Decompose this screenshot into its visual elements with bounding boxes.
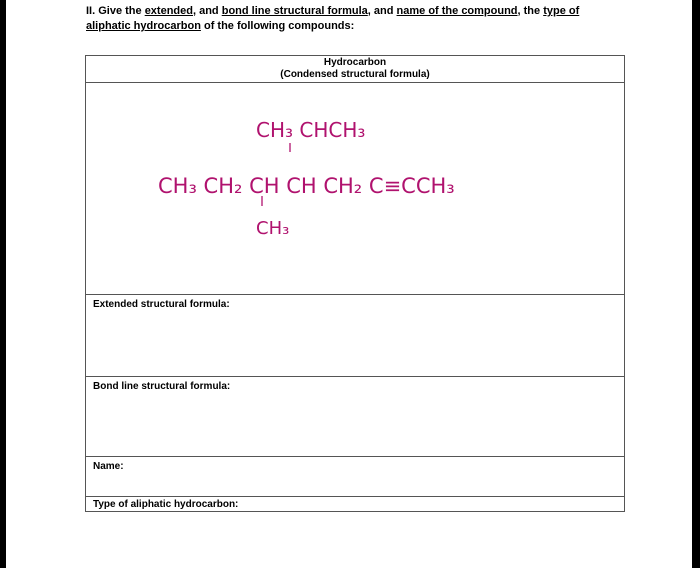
right-edge-bar (692, 0, 700, 568)
extended-formula-cell (86, 295, 624, 377)
instructions-comma: , the (517, 5, 544, 17)
instructions-type: type of aliphatic hydrocarbon (86, 5, 580, 32)
instructions-extended: extended (144, 5, 193, 17)
type-label: Type of aliphatic hydrocarbon: (93, 499, 239, 510)
condensed-formula-cell (86, 83, 624, 295)
header-title: Hydrocarbon (323, 57, 387, 68)
header-subtitle: (Condensed structural formula) (280, 69, 430, 80)
instructions-suffix: of the following compounds: (200, 20, 355, 32)
name-label: Name: (93, 461, 124, 472)
worksheet-table (85, 55, 625, 512)
instructions-bond-line: bond line structural formula (221, 5, 368, 17)
bondline-formula-label: Bond line structural formula: (93, 381, 231, 392)
handwritten-formula (86, 83, 624, 294)
table-header (86, 56, 624, 83)
extended-formula-label: Extended structural formula: (93, 299, 230, 310)
instructions-and1: , and (192, 5, 222, 17)
instructions-and2: , and (367, 5, 397, 17)
main-chain-text: CH₃ CH₂ CH CH CH₂ C≡CCH₃ (158, 174, 455, 198)
branch-bottom-text: CH₃ (256, 218, 290, 239)
name-cell (86, 457, 624, 497)
instructions-name: name of the compound (396, 5, 518, 17)
instructions (86, 4, 606, 34)
branch-top-text: CH₃ CHCH₃ (256, 118, 366, 142)
bondline-formula-cell (86, 377, 624, 457)
left-edge-bar (0, 0, 6, 568)
instructions-prefix: II. Give the (86, 5, 145, 17)
type-cell (86, 497, 624, 511)
